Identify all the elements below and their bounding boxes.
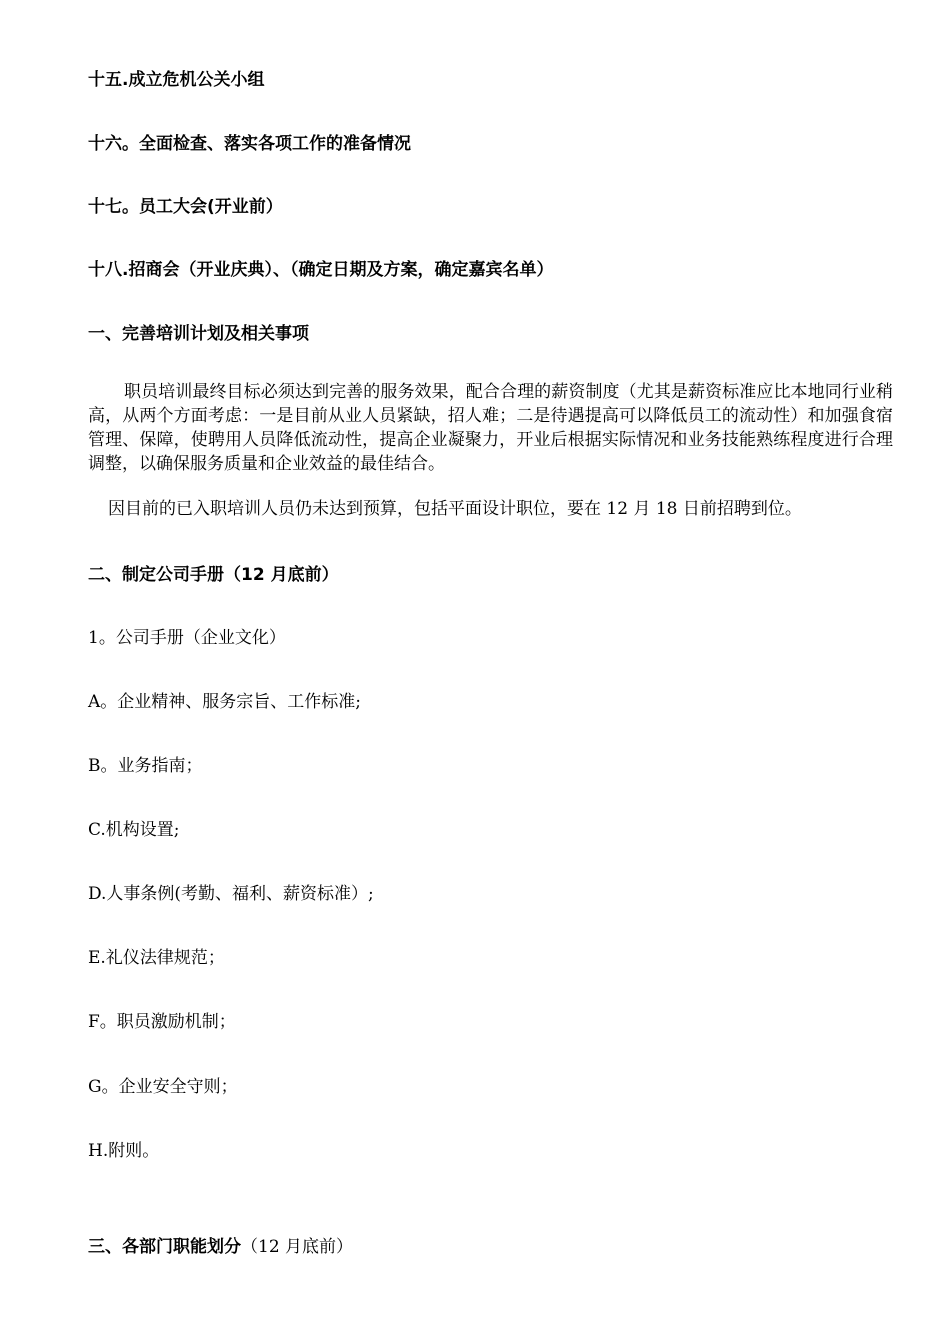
section3-title	[88, 1235, 898, 1259]
section2-title: 二、制定公司手册（12 月底前）	[88, 565, 339, 585]
section1-paragraph-2: 因目前的已入职培训人员仍未达到预算，包括平面设计职位，要在 12 月 18 日前招聘到位。	[108, 499, 802, 519]
section3-title-main: 三、各部门职能划分	[88, 1237, 241, 1257]
list-item: B。业务指南；	[88, 756, 203, 776]
list-item: G。企业安全守则；	[88, 1077, 238, 1097]
list-item: F。职员激励机制；	[88, 1012, 236, 1032]
list-item: 1。公司手册（企业文化）	[88, 628, 286, 648]
list-item: H.附则。	[88, 1141, 160, 1161]
section1-paragraph: 职员培训最终目标必须达到完善的服务效果，配合合理的薪资制度（尤其是薪资标准应比本地同行业稍高，从两个方面考虑：一是目前从业人员紧缺，招人难；二是待遇提高可以降低员工的流动性）和加强食宿管理、保障，使聘用人员降低流动性，提高企业凝聚力，开业后根据实际情况和业务技能熟练程度进行合理调整，以确保服务质量和企业效益的最佳结合。	[88, 382, 893, 474]
heading-18: 十八.招商会（开业庆典）、（确定日期及方案，确定嘉宾名单）	[88, 260, 554, 280]
list-item: E.礼仪法律规范；	[88, 948, 225, 968]
list-item: C.机构设置;	[88, 820, 180, 840]
section3-title-date: （12 月底前）	[241, 1237, 354, 1257]
heading-16: 十六。全面检查、落实各项工作的准备情况	[88, 134, 411, 154]
section1-title: 一、完善培训计划及相关事项	[88, 324, 309, 344]
list-item: A。企业精神、服务宗旨、工作标准;	[88, 692, 362, 712]
heading-15: 十五.成立危机公关小组	[88, 70, 265, 90]
heading-17: 十七。员工大会(开业前）	[88, 197, 283, 217]
list-item: D.人事条例(考勤、福利、薪资标准）;	[88, 884, 374, 904]
